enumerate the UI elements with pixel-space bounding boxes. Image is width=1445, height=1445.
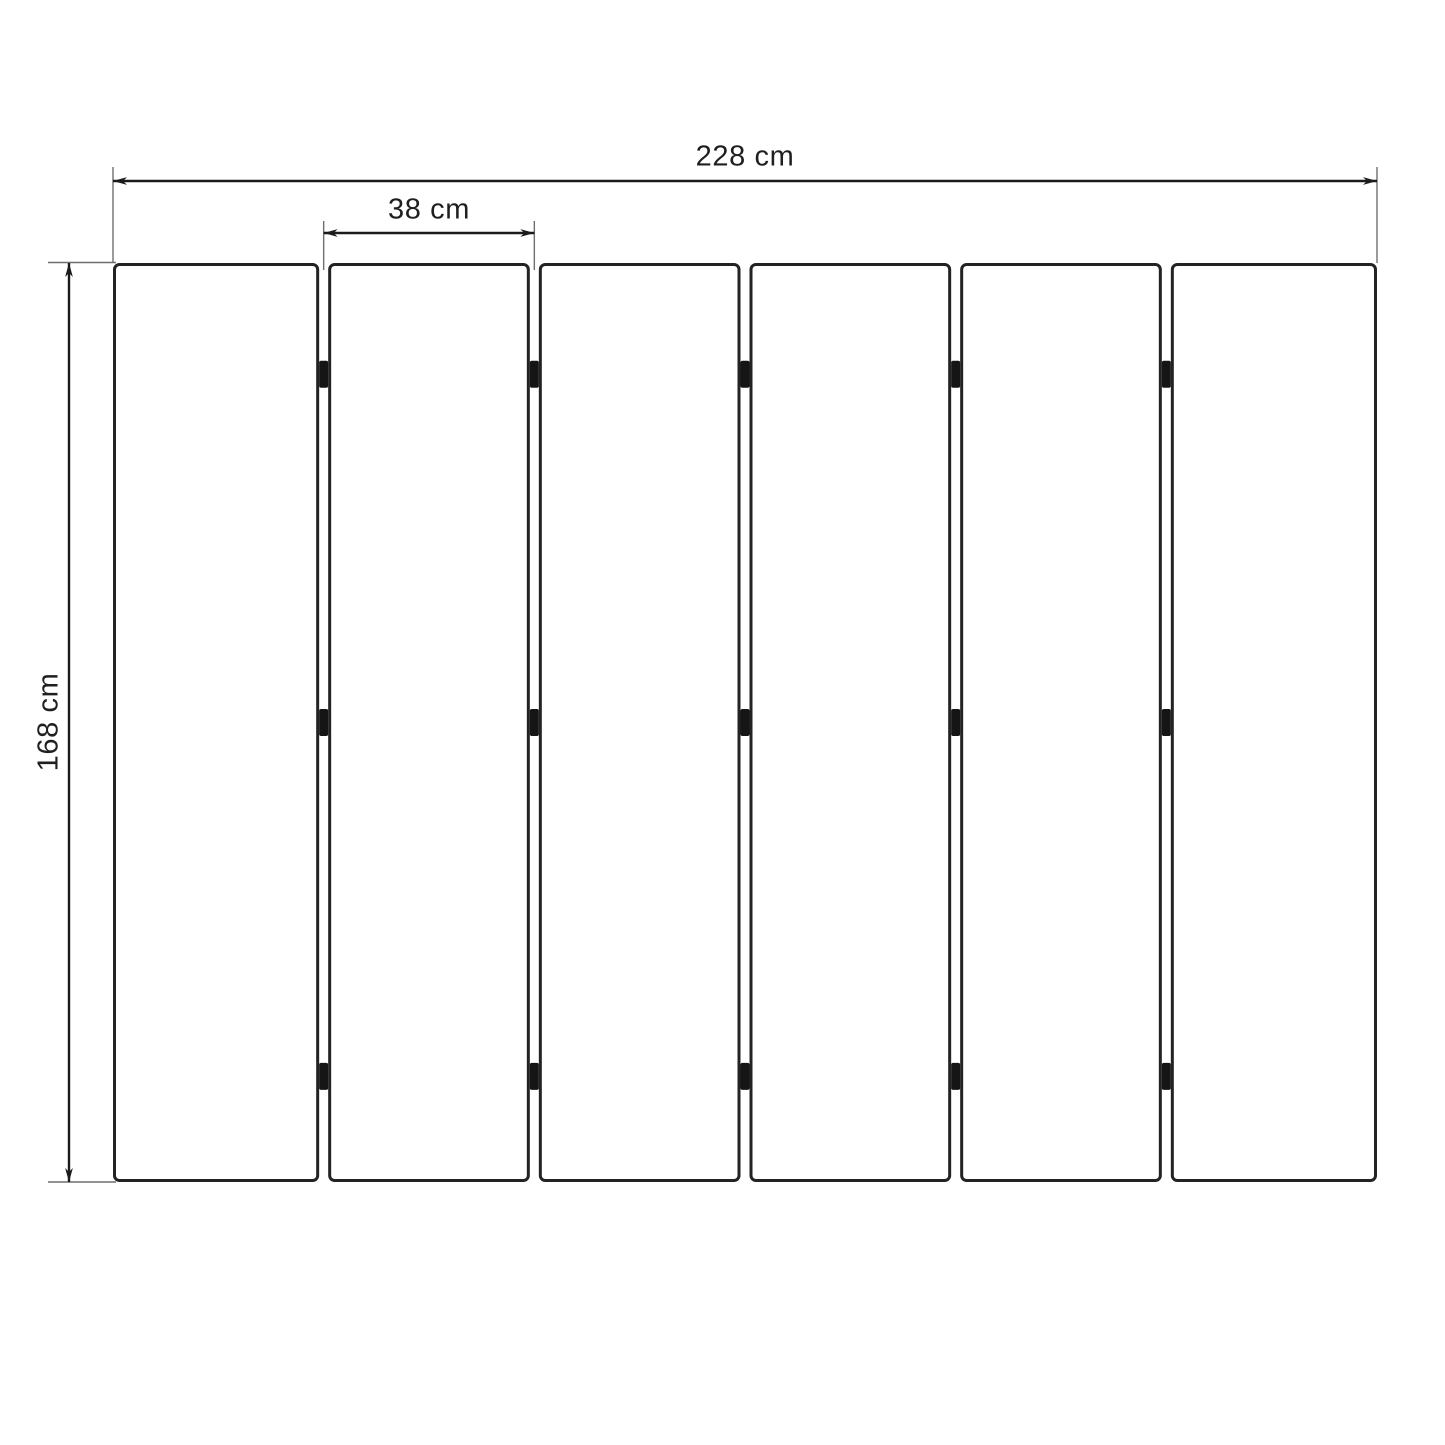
hinge-joint3-3 <box>741 1063 750 1090</box>
panel-4 <box>751 265 950 1181</box>
hinge-joint2-1 <box>530 361 539 388</box>
hinge-joint3-2 <box>741 709 750 736</box>
panel-2 <box>330 265 529 1181</box>
panel-width-dimension-label: 38 cm <box>388 193 470 226</box>
hinge-joint1-1 <box>319 361 328 388</box>
height-dimension-label: 168 cm <box>32 672 65 772</box>
hinge-joint3-1 <box>741 361 750 388</box>
panel-5 <box>962 265 1161 1181</box>
hinge-joint4-1 <box>951 361 960 388</box>
panel-3 <box>540 265 739 1181</box>
hinge-joint5-2 <box>1162 709 1171 736</box>
hinge-joint1-2 <box>319 709 328 736</box>
hinge-joint5-3 <box>1162 1063 1171 1090</box>
hinge-joint2-2 <box>530 709 539 736</box>
hinge-joint5-1 <box>1162 361 1171 388</box>
panel-1 <box>115 265 318 1181</box>
hinge-joint4-3 <box>951 1063 960 1090</box>
total-width-dimension-label: 228 cm <box>695 140 795 173</box>
hinge-joint4-2 <box>951 709 960 736</box>
hinge-joint1-3 <box>319 1063 328 1090</box>
hinge-joint2-3 <box>530 1063 539 1090</box>
panel-6 <box>1172 265 1375 1181</box>
